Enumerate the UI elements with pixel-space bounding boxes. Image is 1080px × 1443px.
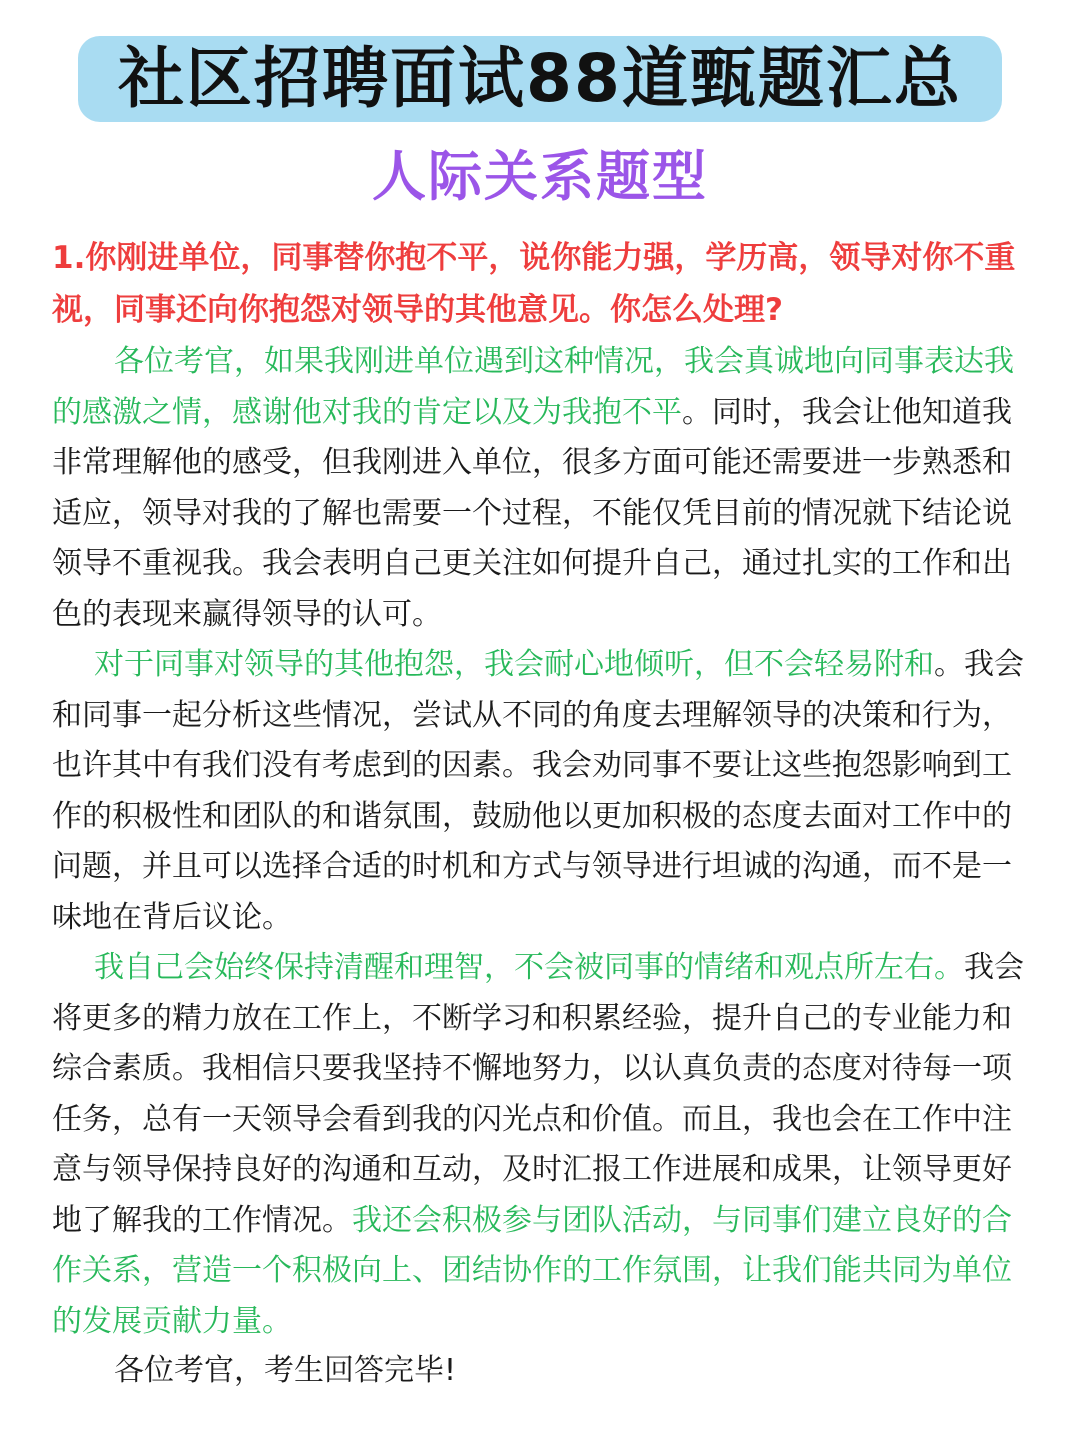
answer-paragraph-2 [52,640,1028,943]
closing-line: 各位考官，考生回答完毕! [114,1353,457,1388]
answer-paragraph-1 [52,337,1028,640]
answer-p2-highlight: 对于同事对领导的其他抱怨，我会耐心地倾听，但不会轻易附和 [94,647,934,682]
answer-paragraph-3 [52,943,1028,1347]
answer-p3-body: 我会将更多的精力放在工作上，不断学习和积累经验，提升自己的专业能力和综合素质。我相信只要我坚持不懈地努力，以认真负责的态度对待每一项任务，总有一天领导会看到我的闪光点和价值。而且，我也会在工作中注意与领导保持良好的沟通和互动，及时汇报工作进展和成果，让领导更好地了解我的工作情况。 [52,950,1024,1238]
answer-p1-body: 。同时，我会让他知道我非常理解他的感受，但我刚进入单位，很多方面可能还需要进一步熟悉和适应，领导对我的了解也需要一个过程，不能仅凭目前的情况就下结论说领导不重视我。我会表明自己更关注如何提升自己，通过扎实的工作和出色的表现来赢得领导的认可。 [52,394,1012,632]
section-subtitle: 人际关系题型 [372,145,708,208]
page-title: 社区招聘面试88道甄题汇总 [118,40,962,117]
answer-p3-highlight-end: 我还会积极参与团队活动，与同事们建立良好的合作关系，营造一个积极向上、团结协作的工作氛围，让我们能共同为单位的发展贡献力量。 [52,1202,1012,1339]
answer-p3-highlight: 我自己会始终保持清醒和理智，不会被同事的情绪和观点所左右。 [94,950,964,985]
answer-p2-body: 。我会和同事一起分析这些情况，尝试从不同的角度去理解领导的决策和行为，也许其中有我们没有考虑到的因素。我会劝同事不要让这些抱怨影响到工作的积极性和团队的和谐氛围，鼓励他以更加积极的态度去面对工作中的问题，并且可以选择合适的时机和方式与领导进行坦诚的沟通，而不是一味地在背后议论。 [52,647,1024,935]
answer-p1-highlight: 各位考官，如果我刚进单位遇到这种情况，我会真诚地向同事表达我的感激之情，感谢他对我的肯定以及为我抱不平 [52,344,1014,430]
title-banner [78,36,1002,122]
question-text: 1.你刚进单位，同事替你抱不平，说你能力强，学历高，领导对你不重视，同事还向你抱怨对领导的其他意见。你怎么处理? [52,240,1016,328]
